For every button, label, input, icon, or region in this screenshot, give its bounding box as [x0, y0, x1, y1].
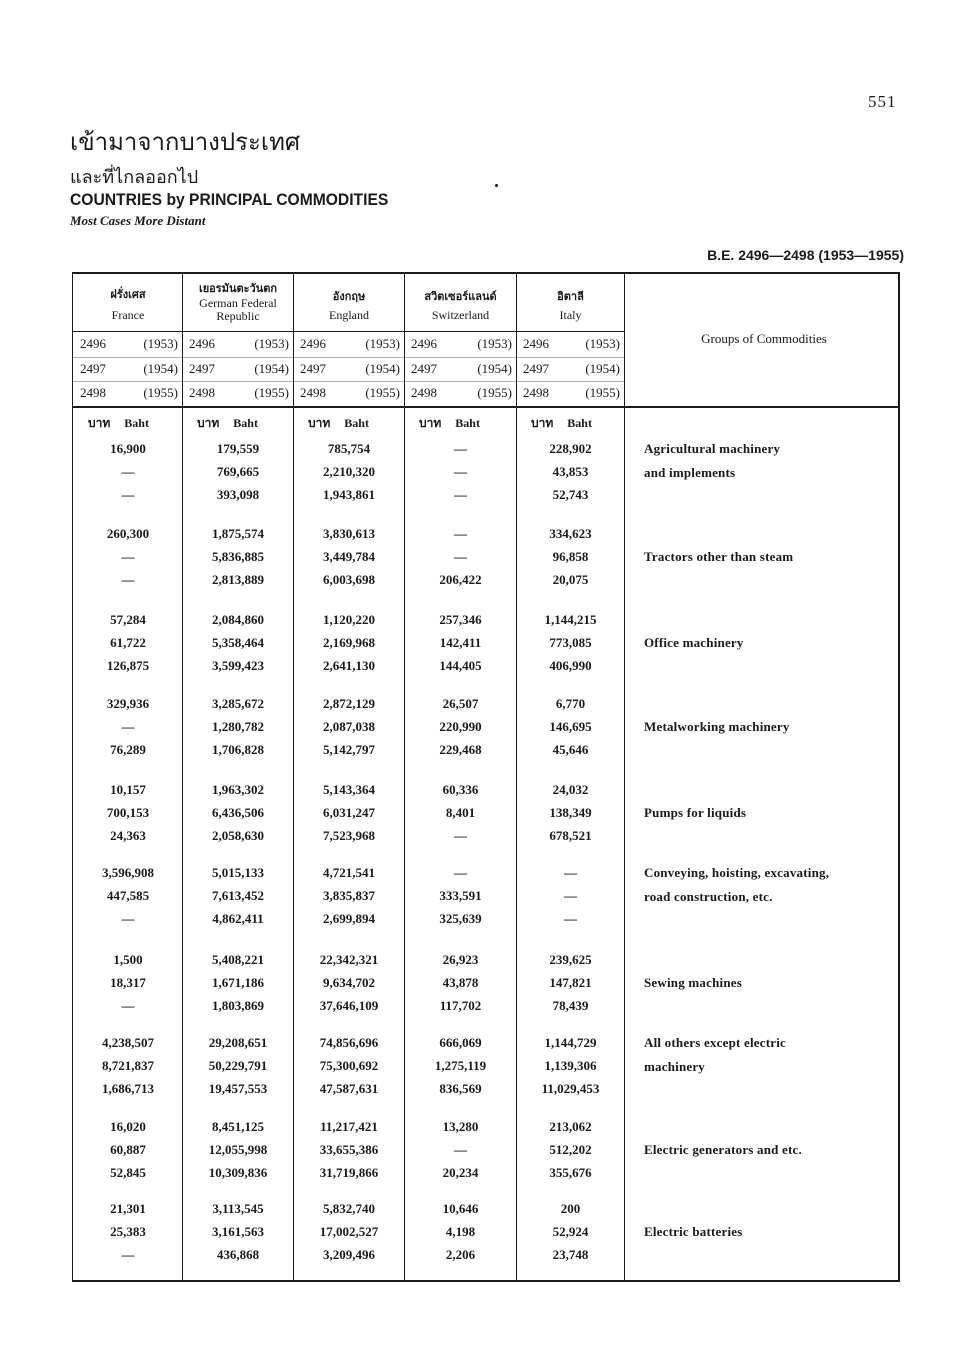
table-cell: —: [564, 888, 577, 903]
table-cell: 96,858: [552, 549, 589, 564]
table-cell: 785,754: [327, 441, 371, 456]
table-cell: 8,721,837: [102, 1058, 154, 1073]
title-thai-line-1: เข้ามาจากบางประเทศ: [70, 128, 301, 156]
year-be: 2496: [189, 336, 215, 351]
year-label: [80, 333, 178, 355]
table-cell: 20,234: [442, 1165, 479, 1180]
table-cell: —: [454, 865, 467, 880]
table-cell: 43,853: [552, 464, 589, 479]
year-ce: (1954): [477, 361, 512, 376]
table-cell: 6,003,698: [323, 572, 375, 587]
table-right-rule: [898, 272, 900, 1282]
column-header-england: [294, 290, 404, 322]
table-cell: 43,878: [442, 975, 479, 990]
table-cell: 138,349: [549, 805, 592, 820]
table-cell: 16,020: [110, 1119, 146, 1134]
table-cell: 1,875,574: [212, 526, 264, 541]
commodity-group-label: [644, 437, 894, 485]
column-header-english: German Federal Republic: [199, 296, 277, 323]
table-cell: —: [121, 998, 135, 1013]
year-label: [411, 382, 512, 404]
unit-thai: บาท: [197, 416, 220, 430]
year-row-rule: [72, 357, 624, 358]
table-cell: 5,015,133: [212, 865, 264, 880]
table-cell: 7,613,452: [212, 888, 264, 903]
commodity-group-label-line: All others except electric: [644, 1035, 786, 1050]
column-header-english: England: [329, 308, 369, 322]
column-rule-5: [624, 272, 625, 1282]
table-cell: 60,887: [110, 1142, 146, 1157]
table-cell: 1,139,306: [544, 1058, 597, 1073]
commodity-group-label-line: Conveying, hoisting, excavating,: [644, 865, 830, 880]
table-cell: 329,936: [106, 696, 150, 711]
table-cell: 26,507: [442, 696, 479, 711]
column-header-italy: [517, 290, 624, 322]
year-be: 2497: [189, 361, 215, 376]
commodity-group-label-line: Office machinery: [644, 635, 744, 650]
table-cell: 2,206: [445, 1247, 476, 1262]
table-cell: 26,923: [442, 952, 479, 967]
table-cell: 16,900: [110, 441, 146, 456]
table-cell: —: [454, 1142, 467, 1157]
table-cell: —: [454, 549, 467, 564]
table-cell: 4,198: [445, 1224, 476, 1239]
year-ce: (1953): [477, 336, 512, 351]
unit-label: [308, 414, 369, 433]
year-label: [80, 382, 178, 404]
year-label: [300, 382, 400, 404]
table-cell: —: [454, 828, 467, 843]
table-cell: 9,634,702: [323, 975, 375, 990]
table-cell: —: [564, 911, 577, 926]
table-cell: 75,300,692: [319, 1058, 379, 1073]
column-header-thai: อังกฤษ: [332, 290, 366, 303]
year-label: [189, 333, 289, 355]
table-cell: 325,639: [439, 911, 482, 926]
table-cell: 25,383: [110, 1224, 146, 1239]
column-header-thai: ฝรั่งเศส: [110, 288, 146, 301]
table-cell: 6,770: [555, 696, 586, 711]
table-cell: 206,422: [439, 572, 482, 587]
table-cell: 10,646: [442, 1201, 479, 1216]
table-cell: 1,706,828: [212, 742, 264, 757]
column-header-thai: เยอรมันตะวันตก: [198, 282, 278, 295]
table-cell: 5,408,221: [212, 952, 264, 967]
table-cell: 3,161,563: [212, 1224, 264, 1239]
commodity-group-label-line: Electric batteries: [644, 1224, 743, 1239]
unit-english: Baht: [233, 416, 258, 430]
commodity-group-label-line: road construction, etc.: [644, 889, 773, 904]
table-cell: 3,596,908: [102, 865, 154, 880]
commodity-group-label: [644, 971, 894, 995]
table-cell: 12,055,998: [208, 1142, 268, 1157]
table-cell: 2,641,130: [323, 658, 375, 673]
title-thai-line-2: และที่ไกลออกไป: [70, 167, 199, 188]
table-cell: —: [454, 487, 467, 502]
table-cell: 142,411: [439, 635, 482, 650]
table-cell: 334,623: [549, 526, 592, 541]
table-cell: 3,285,672: [212, 696, 264, 711]
year-ce: (1954): [143, 361, 178, 376]
table-cell: 4,721,541: [323, 865, 375, 880]
table-cell: 512,202: [549, 1142, 592, 1157]
table-cell: —: [121, 1247, 135, 1262]
commodity-group-label-line: Agricultural machinery: [644, 441, 781, 456]
header-bottom-rule: [72, 406, 900, 408]
unit-label: [88, 414, 149, 433]
year-label: [189, 358, 289, 380]
commodity-group-label-line: Pumps for liquids: [644, 805, 747, 820]
stray-mark: [494, 183, 498, 187]
table-cell: 24,363: [110, 828, 146, 843]
table-cell: 666,069: [439, 1035, 482, 1050]
table-cell: 1,963,302: [212, 782, 264, 797]
year-label: [411, 333, 512, 355]
table-cell: 769,665: [216, 464, 260, 479]
table-cell: 8,451,125: [212, 1119, 264, 1134]
year-label: [300, 333, 400, 355]
table-cell: —: [564, 865, 577, 880]
commodity-group-label: [644, 545, 894, 569]
table-cell: —: [121, 911, 135, 926]
year-be: 2498: [523, 385, 549, 400]
table-cell: 11,029,453: [541, 1081, 600, 1096]
table-cell: 37,646,109: [319, 998, 379, 1013]
table-cell: 78,439: [552, 998, 589, 1013]
column-header-english: Switzerland: [431, 308, 490, 322]
unit-english: Baht: [124, 416, 149, 430]
table-cell: 3,830,613: [323, 526, 375, 541]
table-cell: 57,284: [110, 612, 146, 627]
table-left-rule: [72, 272, 73, 1282]
table-cell: 1,803,869: [212, 998, 264, 1013]
commodity-group-label: [644, 1138, 894, 1162]
unit-label: [419, 414, 480, 433]
page-number: 551: [868, 92, 897, 111]
table-cell: —: [121, 464, 135, 479]
unit-thai: บาท: [308, 416, 331, 430]
table-cell: 239,625: [549, 952, 592, 967]
year-be: 2496: [411, 336, 437, 351]
column-header-germany: [183, 282, 293, 323]
year-ce: (1955): [585, 385, 620, 400]
table-cell: 3,599,423: [212, 658, 264, 673]
table-cell: 406,990: [549, 658, 592, 673]
title-subtitle: Most Cases More Distant: [70, 213, 206, 228]
unit-thai: บาท: [88, 416, 111, 430]
table-cell: 5,142,797: [323, 742, 375, 757]
year-label: [189, 382, 289, 404]
commodity-group-label-line: and implements: [644, 465, 736, 480]
table-cell: 773,085: [549, 635, 592, 650]
year-label: [523, 358, 620, 380]
table-cell: 61,722: [110, 635, 146, 650]
table-cell: 1,280,782: [212, 719, 264, 734]
column-header-english: Italy: [559, 308, 582, 322]
table-cell: 200: [560, 1201, 581, 1216]
table-cell: 1,275,119: [434, 1058, 487, 1073]
table-cell: —: [121, 549, 135, 564]
table-cell: 7,523,968: [323, 828, 375, 843]
column-header-thai: สวิตเซอร์แลนด์: [424, 290, 497, 303]
year-be: 2497: [411, 361, 437, 376]
unit-thai: บาท: [531, 416, 554, 430]
unit-label: [531, 414, 592, 433]
table-cell: 21,301: [110, 1201, 146, 1216]
column-header-english: France: [111, 308, 145, 322]
table-cell: 6,436,506: [212, 805, 264, 820]
year-ce: (1953): [365, 336, 400, 351]
table-cell: —: [121, 572, 135, 587]
table-cell: 5,358,464: [212, 635, 264, 650]
table-cell: 3,209,496: [323, 1247, 375, 1262]
table-cell: 17,002,527: [319, 1224, 379, 1239]
table-cell: 13,280: [442, 1119, 479, 1134]
commodity-group-label-line: Tractors other than steam: [644, 549, 794, 564]
table-cell: 22,342,321: [319, 952, 379, 967]
table-cell: 45,646: [552, 742, 589, 757]
table-cell: 5,143,364: [323, 782, 375, 797]
table-cell: 1,500: [113, 952, 143, 967]
table-cell: 11,217,421: [320, 1119, 378, 1134]
year-be: 2498: [411, 385, 437, 400]
table-cell: 3,835,837: [323, 888, 375, 903]
table-cell: 52,743: [552, 487, 589, 502]
year-label: [300, 358, 400, 380]
table-cell: 50,229,791: [208, 1058, 268, 1073]
table-cell: 47,587,631: [319, 1081, 379, 1096]
table-cell: 3,449,784: [323, 549, 375, 564]
year-ce: (1953): [254, 336, 289, 351]
table-cell: 144,405: [439, 658, 482, 673]
table-cell: 52,924: [552, 1224, 589, 1239]
table-cell: 228,902: [549, 441, 592, 456]
year-label: [411, 358, 512, 380]
commodity-group-label: [644, 1031, 894, 1079]
table-cell: 355,676: [549, 1165, 592, 1180]
table-cell: 8,401: [445, 805, 476, 820]
table-cell: 33,655,386: [319, 1142, 379, 1157]
title-english: COUNTRIES by PRINCIPAL COMMODITIES: [70, 190, 389, 209]
table-cell: 20,075: [552, 572, 589, 587]
table-cell: 117,702: [439, 998, 482, 1013]
year-ce: (1953): [143, 336, 178, 351]
table-cell: 179,559: [216, 441, 260, 456]
column-header-switzerland: [405, 290, 516, 322]
table-cell: 220,990: [439, 719, 482, 734]
year-ce: (1955): [365, 385, 400, 400]
table-cell: —: [121, 719, 135, 734]
commodity-group-label: [644, 861, 894, 909]
table-cell: 2,169,968: [323, 635, 375, 650]
table-cell: 1,686,713: [102, 1081, 154, 1096]
table-cell: —: [121, 487, 135, 502]
table-cell: 5,832,740: [323, 1201, 375, 1216]
table-cell: 1,144,729: [544, 1035, 597, 1050]
period-label: B.E. 2496—2498 (1953—1955): [707, 247, 904, 263]
commodity-group-label-line: Electric generators and etc.: [644, 1142, 802, 1157]
year-be: 2496: [80, 336, 106, 351]
table-cell: 4,862,411: [212, 911, 264, 926]
table-cell: 31,719,866: [319, 1165, 379, 1180]
commodity-group-label: [644, 801, 894, 825]
commodity-group-label-line: machinery: [644, 1059, 706, 1074]
table-cell: —: [454, 464, 467, 479]
table-cell: 836,569: [439, 1081, 482, 1096]
table-cell: 6,031,247: [323, 805, 375, 820]
year-ce: (1955): [254, 385, 289, 400]
table-cell: 29,208,651: [208, 1035, 268, 1050]
table-top-rule: [72, 272, 900, 274]
table-cell: 2,872,129: [323, 696, 375, 711]
table-cell: 52,845: [110, 1165, 146, 1180]
unit-english: Baht: [344, 416, 369, 430]
table-cell: 678,521: [549, 828, 592, 843]
year-label: [80, 358, 178, 380]
commodity-group-label-line: Sewing machines: [644, 975, 742, 990]
year-be: 2497: [523, 361, 549, 376]
year-ce: (1954): [585, 361, 620, 376]
year-be: 2497: [80, 361, 106, 376]
table-cell: 147,821: [549, 975, 592, 990]
year-ce: (1955): [143, 385, 178, 400]
table-cell: 24,032: [552, 782, 589, 797]
year-ce: (1955): [477, 385, 512, 400]
table-cell: 74,856,696: [319, 1035, 379, 1050]
year-be: 2498: [80, 385, 106, 400]
table-cell: 1,144,215: [544, 612, 597, 627]
year-be: 2496: [300, 336, 326, 351]
year-ce: (1953): [585, 336, 620, 351]
table-cell: 60,336: [442, 782, 479, 797]
table-cell: 2,813,889: [212, 572, 264, 587]
commodity-group-label: [644, 631, 894, 655]
table-cell: 10,309,836: [208, 1165, 268, 1180]
column-header-france: [74, 288, 182, 322]
commodity-group-label: [644, 1220, 894, 1244]
year-be: 2498: [300, 385, 326, 400]
groups-of-commodities-header: Groups of Commodities: [701, 331, 827, 346]
table-cell: —: [454, 441, 467, 456]
table-cell: 436,868: [216, 1247, 260, 1262]
table-cell: 1,671,186: [212, 975, 264, 990]
table-cell: 19,457,553: [208, 1081, 268, 1096]
table-cell: 3,113,545: [212, 1201, 264, 1216]
table-bottom-rule: [72, 1280, 900, 1282]
year-row-rule: [72, 381, 624, 382]
table-cell: 2,699,894: [323, 911, 375, 926]
unit-english: Baht: [455, 416, 480, 430]
table-cell: 2,210,320: [323, 464, 375, 479]
table-cell: —: [454, 526, 467, 541]
table-cell: 700,153: [106, 805, 150, 820]
table-cell: 4,238,507: [102, 1035, 154, 1050]
table-cell: 2,084,860: [212, 612, 264, 627]
table-cell: 2,087,038: [323, 719, 375, 734]
table-cell: 1,120,220: [323, 612, 375, 627]
table-cell: 213,062: [549, 1119, 592, 1134]
table-cell: 260,300: [106, 526, 150, 541]
table-cell: 393,098: [216, 487, 260, 502]
year-be: 2498: [189, 385, 215, 400]
table-cell: 1,943,861: [323, 487, 375, 502]
table-cell: 126,875: [106, 658, 150, 673]
commodity-group-label-line: Metalworking machinery: [644, 719, 790, 734]
unit-label: [197, 414, 258, 433]
year-label: [523, 382, 620, 404]
unit-english: Baht: [567, 416, 592, 430]
table-cell: 23,748: [552, 1247, 589, 1262]
table-cell: 447,585: [106, 888, 150, 903]
year-be: 2497: [300, 361, 326, 376]
table-cell: 18,317: [110, 975, 146, 990]
table-cell: 76,289: [110, 742, 146, 757]
column-header-thai: อิตาลี: [557, 290, 584, 303]
table-cell: 5,836,885: [212, 549, 264, 564]
table-cell: 229,468: [439, 742, 482, 757]
year-ce: (1954): [254, 361, 289, 376]
table-cell: 146,695: [549, 719, 592, 734]
year-label: [523, 333, 620, 355]
table-cell: 257,346: [439, 612, 482, 627]
table-cell: 10,157: [110, 782, 146, 797]
header-rule: [72, 331, 624, 332]
table-cell: 333,591: [439, 888, 482, 903]
commodity-group-label: [644, 715, 894, 739]
year-be: 2496: [523, 336, 549, 351]
year-ce: (1954): [365, 361, 400, 376]
unit-thai: บาท: [419, 416, 442, 430]
table-cell: 2,058,630: [212, 828, 264, 843]
